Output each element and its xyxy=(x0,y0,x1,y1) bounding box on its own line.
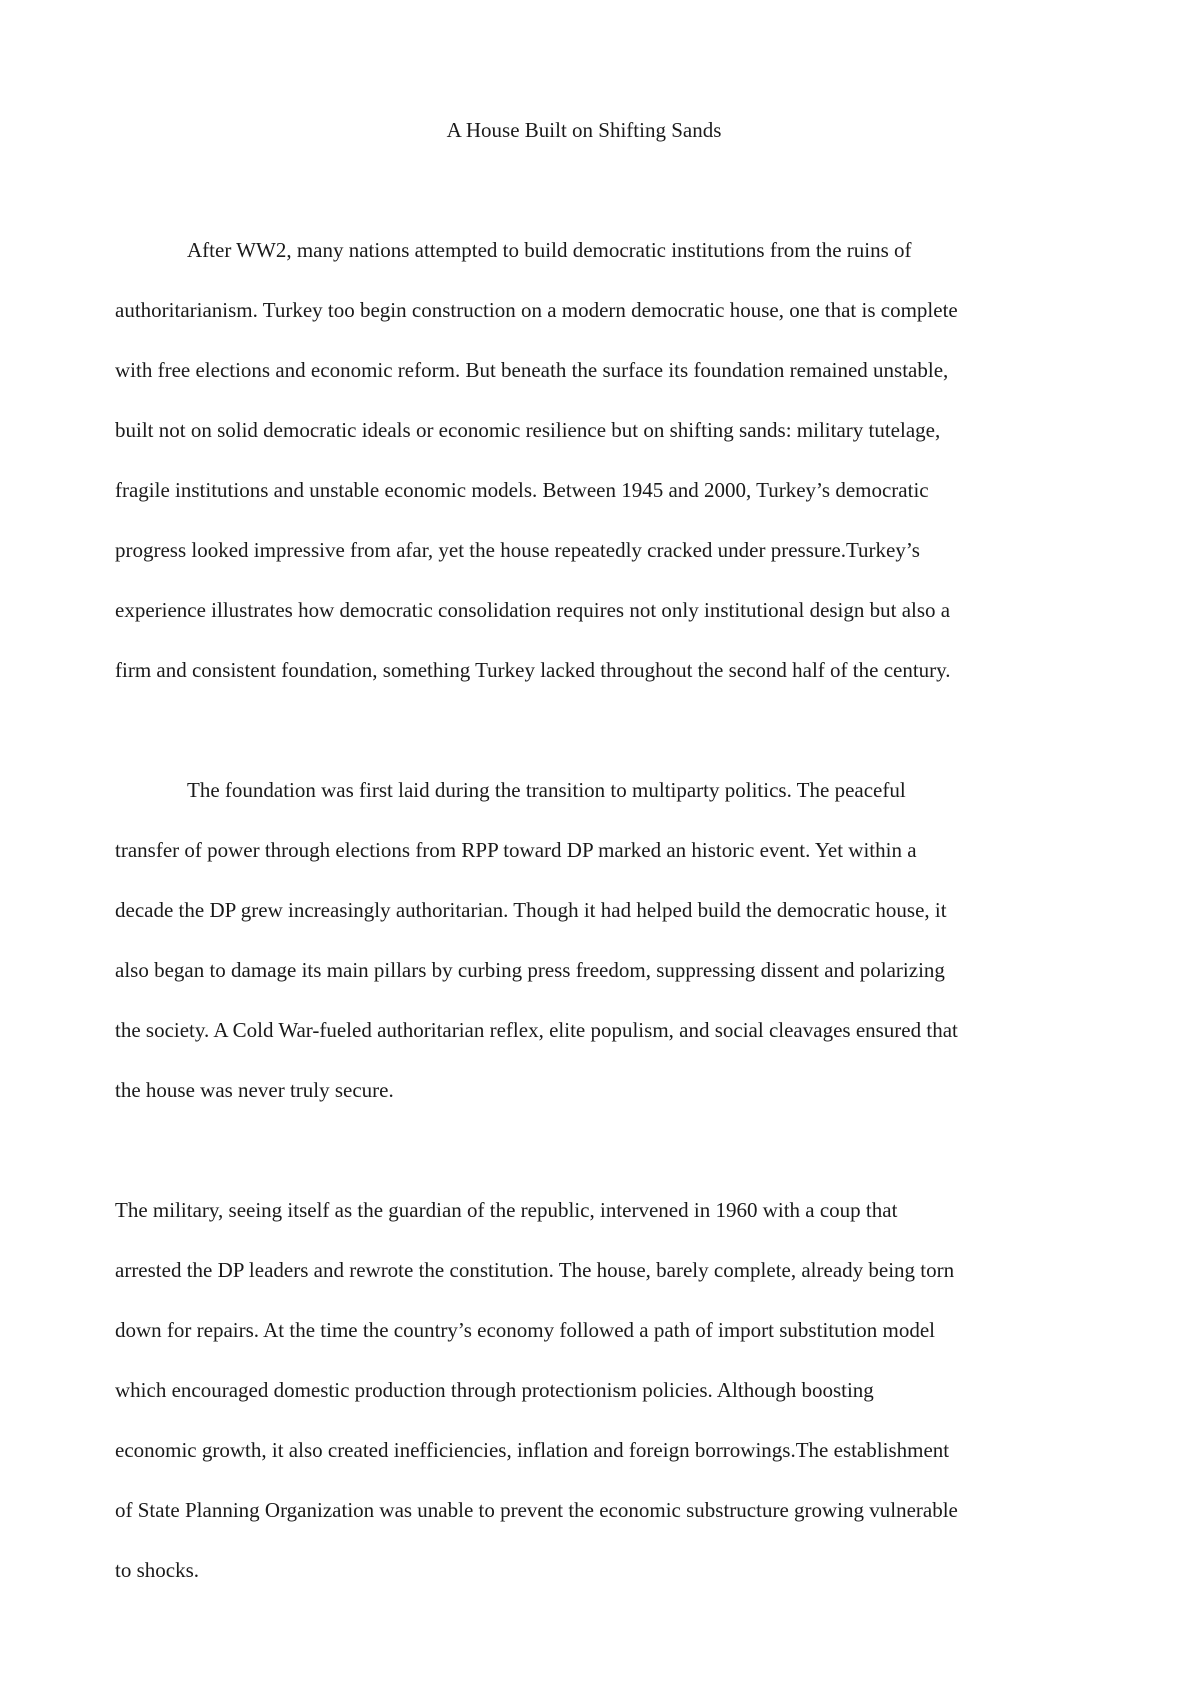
document-title: A House Built on Shifting Sands xyxy=(446,118,722,142)
paragraph-1-line-7: experience illustrates how democratic consolidation requires not only institutional design but also a xyxy=(115,598,951,622)
paragraph-1-line-8: firm and consistent foundation, something Turkey lacked throughout the second half of the century. xyxy=(115,658,951,682)
paragraph-2-line-5: the society. A Cold War-fueled authoritarian reflex, elite populism, and social cleavages ensured that xyxy=(115,1018,958,1042)
paragraph-1-line-5: fragile institutions and unstable economic models. Between 1945 and 2000, Turkey’s democratic xyxy=(115,478,929,502)
paragraph-2-line-4: also began to damage its main pillars by curbing press freedom, suppressing dissent and polarizing xyxy=(115,958,945,982)
paragraph-3-line-7: to shocks. xyxy=(115,1558,199,1582)
paragraph-2-line-1: The foundation was first laid during the transition to multiparty politics. The peaceful xyxy=(187,778,906,802)
paragraph-3-line-3: down for repairs. At the time the country’s economy followed a path of import substitution model xyxy=(115,1318,936,1342)
paragraph-2-line-6: the house was never truly secure. xyxy=(115,1078,394,1102)
paragraph-2-line-3: decade the DP grew increasingly authoritarian. Though it had helped build the democratic house, it xyxy=(115,898,947,922)
paragraph-1-line-3: with free elections and economic reform. But beneath the surface its foundation remained unstable, xyxy=(115,358,949,382)
paragraph-3-line-4: which encouraged domestic production through protectionism policies. Although boosting xyxy=(115,1378,874,1402)
paragraph-1-line-2: authoritarianism. Turkey too begin construction on a modern democratic house, one that is complete xyxy=(115,298,958,322)
paragraph-3-line-6: of State Planning Organization was unable to prevent the economic substructure growing vulnerable xyxy=(115,1498,958,1522)
paragraph-3-line-2: arrested the DP leaders and rewrote the constitution. The house, barely complete, already being torn xyxy=(115,1258,955,1282)
paragraph-1-line-1: After WW2, many nations attempted to build democratic institutions from the ruins of xyxy=(187,238,912,262)
paragraph-2-line-2: transfer of power through elections from RPP toward DP marked an historic event. Yet within a xyxy=(115,838,917,862)
paragraph-3-line-1: The military, seeing itself as the guardian of the republic, intervened in 1960 with a coup that xyxy=(115,1198,898,1222)
paragraph-1-line-6: progress looked impressive from afar, yet the house repeatedly cracked under pressure.Turkey’s xyxy=(115,538,920,562)
paragraph-3-line-5: economic growth, it also created inefficiencies, inflation and foreign borrowings.The establishment xyxy=(115,1438,950,1462)
paragraph-1-line-4: built not on solid democratic ideals or economic resilience but on shifting sands: military tutelage, xyxy=(115,418,941,442)
